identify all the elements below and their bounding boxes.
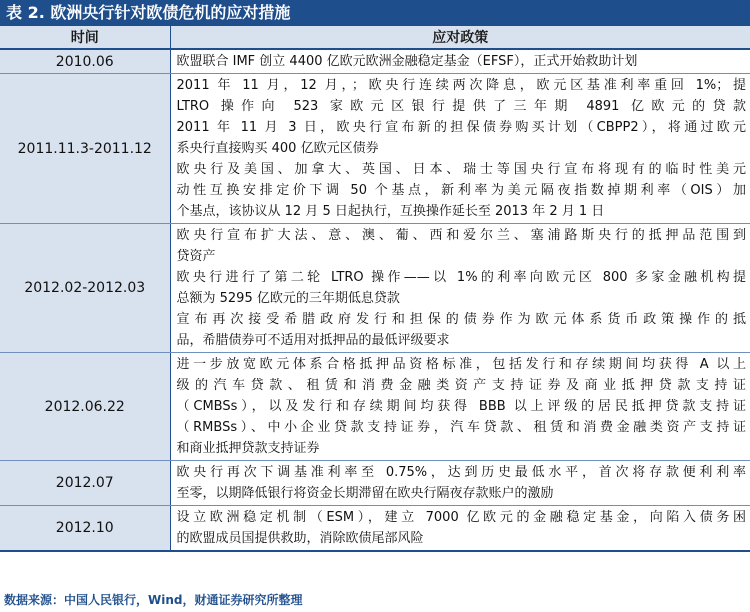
table-row: [0, 224, 750, 353]
measure-text-line: 个基点，该协议从 12 月 5 日起执行，互换操作延长至 2013 年 2 月 1 日: [176, 204, 605, 219]
measure-text-line: （RMBSs）、中小企业贷款支持证券，汽车贷款、租赁和消费金融类资产支持证: [176, 420, 746, 435]
table-row: [0, 353, 750, 461]
measure-cell: [170, 49, 750, 74]
measure-text-line: 和商业抵押贷款支持证券: [176, 441, 320, 456]
period-cell: 2012.02-2012.03: [0, 224, 170, 353]
measure-text-line: 欧央行进行了第二轮 LTRO 操作——以 1%的利率向欧元区 800 多家金融机构提: [176, 270, 746, 285]
period-cell: 2012.10: [0, 506, 170, 552]
measure-cell: [170, 74, 750, 224]
measure-text-line: LTRO 操作向 523 家欧元区银行提供了三年期 4891 亿欧元的贷款: [176, 99, 746, 114]
measure-text-line: 欧央行宣布扩大法、意、澳、葡、西和爱尔兰、塞浦路斯央行的抵押品范围到: [176, 228, 746, 243]
measure-text-line: 总额为 5295 亿欧元的三年期低息贷款: [176, 291, 400, 306]
table-row: [0, 461, 750, 506]
table-title: 表 2. 欧洲央行针对欧债危机的应对措施: [0, 0, 750, 26]
measure-text-line: 欧央行再次下调基准利率至 0.75%，达到历史最低水平，首次将存款便利利率: [176, 465, 746, 480]
measure-text-line: 进一步放宽欧元体系合格抵押品资格标准，包括发行和存续期间均获得 A 以上: [176, 357, 746, 372]
measure-text-line: 欧央行及美国、加拿大、英国、日本、瑞士等国央行宣布将现有的临时性美元: [176, 162, 746, 177]
measure-text-line: 动性互换安排定价下调 50 个基点，新利率为美元隔夜指数掉期利率（OIS）加: [176, 183, 746, 198]
measure-cell: [170, 506, 750, 552]
measure-cell: [170, 461, 750, 506]
measure-text-line: 品，希腊债券可不适用对抵押品的最低评级要求: [176, 333, 450, 348]
measure-text-line: 欧盟联合 IMF 创立 4400 亿欧元欧洲金融稳定基金（EFSF），正式开始救助计划: [176, 54, 638, 69]
period-cell: 2012.06.22: [0, 353, 170, 461]
table-header-row: [0, 26, 750, 49]
source-note: 数据来源：中国人民银行，Wind，财通证券研究所整理: [4, 593, 303, 607]
period-cell: 2012.07: [0, 461, 170, 506]
measure-text-line: 至零，以期降低银行将资金长期滞留在欧央行隔夜存款账户的激励: [176, 486, 554, 501]
period-cell: 2011.11.3-2011.12: [0, 74, 170, 224]
measure-cell: [170, 224, 750, 353]
policy-table: [0, 26, 750, 552]
period-cell: 2010.06: [0, 49, 170, 74]
measure-cell: [170, 353, 750, 461]
measure-text-line: 的欧盟成员国提供救助，消除欧债尾部风险: [176, 531, 424, 546]
measure-text-line: 2011 年 11 月 3 日，欧央行宣布新的担保债券购买计划（CBPP2），将通过欧元: [176, 120, 746, 135]
header-period: 时间: [0, 26, 170, 49]
measure-text-line: 设立欧洲稳定机制（ESM），建立 7000 亿欧元的金融稳定基金，向陷入债务困: [176, 510, 746, 525]
measure-text-line: 级的汽车贷款、租赁和消费金融类资产支持证券及商业抵押贷款支持证: [176, 378, 746, 393]
table-row: [0, 74, 750, 224]
measure-text-line: 贷资产: [176, 249, 216, 264]
measure-text-line: （CMBSs），以及发行和存续期间均获得 BBB 以上评级的居民抵押贷款支持证: [176, 399, 746, 414]
table-row: [0, 506, 750, 552]
table-body: [0, 49, 750, 551]
table-row: [0, 49, 750, 74]
header-measures: 应对政策: [170, 26, 750, 49]
measure-text-line: 系央行直接购买 400 亿欧元区债券: [176, 141, 379, 156]
measure-text-line: 2011 年 11 月，12 月，；欧央行连续两次降息，欧元区基准利率重回 1%；提: [176, 78, 746, 93]
measure-text-line: 宣布再次接受希腊政府发行和担保的债券作为欧元体系货币政策操作的抵: [176, 312, 746, 327]
